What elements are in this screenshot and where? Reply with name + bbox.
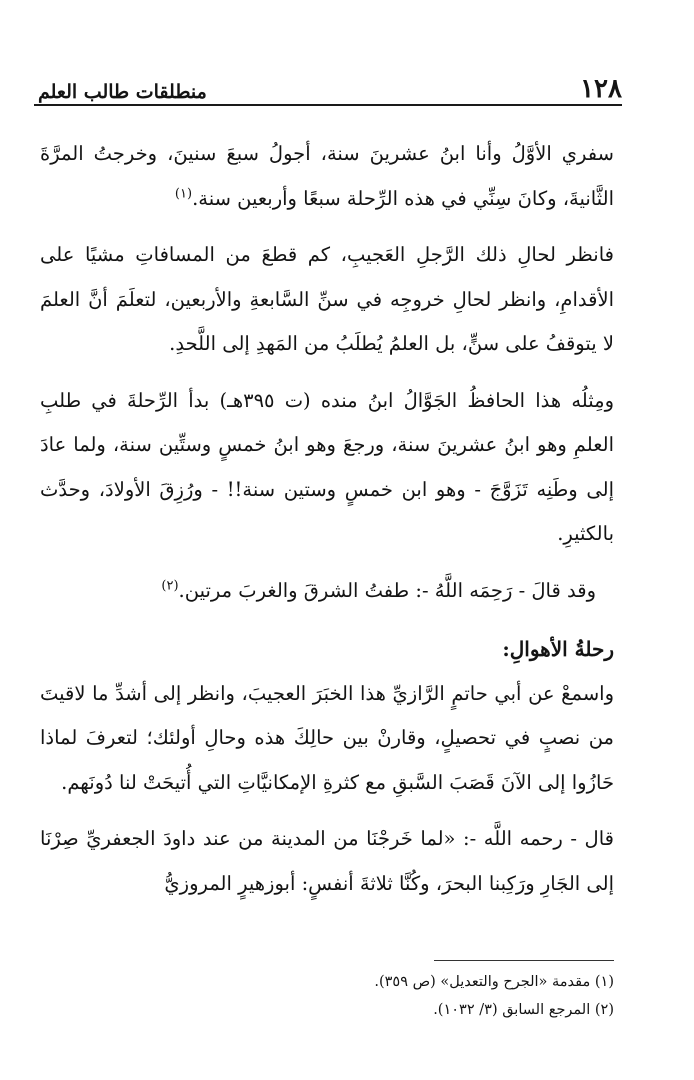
- running-title: منطلقات طالب العلم: [38, 81, 207, 103]
- page-number: ١٢٨: [580, 74, 622, 104]
- paragraph-4-text: وقد قالَ - رَحِمَه اللَّهُ -: طفتُ الشرقَ والغربَ مرتين.: [178, 578, 596, 602]
- paragraph-3: ومِثلُه هذا الحافظُ الجَوَّالُ ابنُ منده (ت ٣٩٥هـ) بدأ الرِّحلةَ في طلبِ العلمِ وهو ابنُ عشرينَ سنة، ورجعَ وهو ابنُ خمسٍ وستِّين سنة، ولما عادَ إلى وطَنِه تَزَوَّجَ - وهو ابن خمسٍ وستين سنة!! - ورُزِقَ الأولادَ، وحدَّث بالكثيرِ.: [40, 388, 614, 545]
- footnote-divider: [434, 960, 614, 961]
- paragraph-1: [40, 132, 614, 221]
- paragraph-1-text: سفري الأوَّلُ وأنا ابنُ عشرينَ سنة، أجولُ سبعَ سنينَ، وخرجتُ المرَّةَ الثَّانيةَ، وكانَ سِنِّي في هذه الرِّحلة سبعًا وأربعين سنة.: [40, 142, 614, 210]
- footnote-ref-2: (٢): [161, 578, 179, 593]
- footnote-ref-1: (١): [174, 186, 193, 201]
- header-divider: [34, 104, 622, 106]
- footnotes: [40, 968, 614, 1024]
- page-header: [38, 62, 622, 102]
- footnote-1: (١) مقدمة «الجرح والتعديل» (ص ٣٥٩).: [374, 974, 614, 990]
- paragraph-4: [40, 569, 614, 614]
- section-heading: رحلةُ الأهوالِ:: [502, 637, 614, 661]
- paragraph-2: فانظر لحالِ ذلك الرَّجلِ العَجيبِ، كم قطعَ من المسافاتِ مشيًا على الأقدامِ، وانظر لحالِ خروجِه في سنِّ السَّابعةِ والأربعين، لتعلَمَ أنَّ العلمَ لا يتوقفُ على سنٍّ، بل العلمُ يُطلَبُ من المَهدِ إلى اللَّحدِ.: [40, 243, 614, 355]
- footnote-2: (٢) المرجع السابق (٣/ ١٠٣٢).: [433, 1002, 614, 1018]
- main-text: [40, 132, 614, 906]
- paragraph-5: واسمعْ عن أبي حاتمٍ الرَّازيِّ هذا الخبَرَ العجيبَ، وانظر إلى أشدِّ ما لاقيتَ من نصبٍ في تحصيلٍ، وقارنْ بين حالِكَ هذه وحالِ أولئك؛ لتعرفَ لماذا حَازُوا إلى الآنَ قَصَبَ السَّبقِ مع كثرةِ الإمكانيَّاتِ التي أُتيحَتْ لنا دُونَهم.: [40, 681, 614, 794]
- paragraph-6: قال - رحمه اللَّه -: «لما خَرجْنَا من المدينة من عند داودَ الجعفريِّ صِرْنَا إلى الجَارِ ورَكِبنا البحرَ، وكُنَّا ثلاثةَ أنفسٍ: أبوزهيرٍ المروزيُّ: [40, 827, 614, 895]
